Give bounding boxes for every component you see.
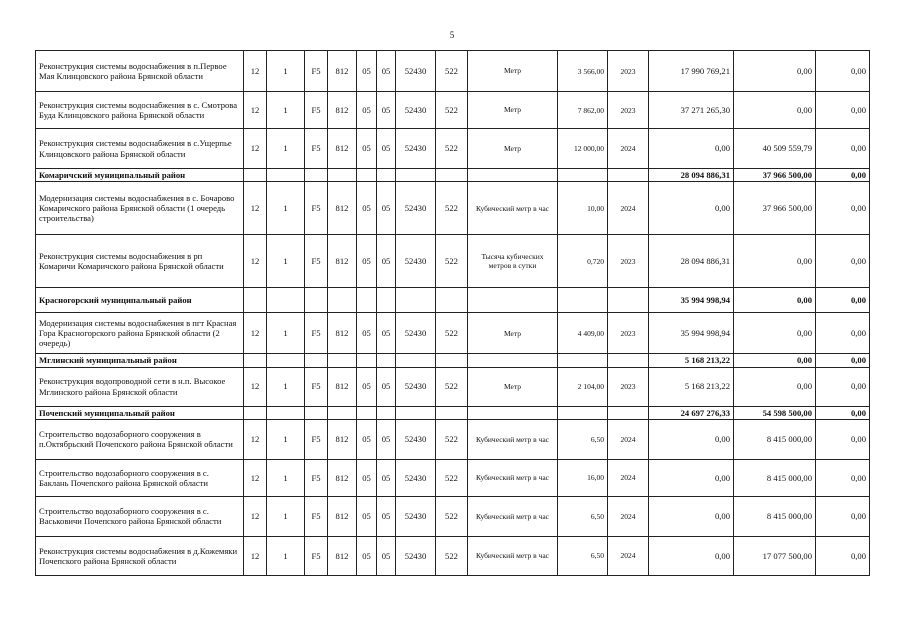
table-row xyxy=(36,129,870,169)
code-cell: F5 xyxy=(305,419,328,459)
table-row xyxy=(36,419,870,459)
unit-cell: Метр xyxy=(468,51,558,92)
project-name: Модернизация системы водоснабжения в пгт Красная Гора Красногорского района Брянской области (2 очередь) xyxy=(36,313,244,354)
capacity-cell: 0,720 xyxy=(558,235,608,288)
district-row xyxy=(36,288,870,313)
code-cell: 12 xyxy=(244,459,267,496)
code-cell: 52430 xyxy=(396,419,436,459)
code-cell: 812 xyxy=(328,536,357,575)
budget-table xyxy=(35,50,870,576)
code-cell: 522 xyxy=(436,235,468,288)
amount-cell: 5 168 213,22 xyxy=(649,367,734,406)
year-cell: 2024 xyxy=(608,129,649,169)
code-cell: 52430 xyxy=(396,129,436,169)
code-cell: 52430 xyxy=(396,367,436,406)
unit-cell: Кубический метр в час xyxy=(468,496,558,536)
code-cell: 1 xyxy=(267,496,305,536)
unit-cell: Кубический метр в час xyxy=(468,459,558,496)
district-total: 0,00 xyxy=(816,406,870,419)
amount-cell: 0,00 xyxy=(734,92,816,129)
code-cell: F5 xyxy=(305,129,328,169)
code-cell: 05 xyxy=(377,367,396,406)
amount-cell: 0,00 xyxy=(649,496,734,536)
code-cell: 05 xyxy=(377,536,396,575)
code-cell: 05 xyxy=(357,419,377,459)
unit-cell: Кубический метр в час xyxy=(468,182,558,235)
code-cell: 05 xyxy=(357,536,377,575)
code-cell: F5 xyxy=(305,496,328,536)
code-cell: 812 xyxy=(328,92,357,129)
code-cell: F5 xyxy=(305,459,328,496)
code-cell: 05 xyxy=(377,182,396,235)
amount-cell: 0,00 xyxy=(816,313,870,354)
code-cell: 522 xyxy=(436,367,468,406)
capacity-cell: 7 862,00 xyxy=(558,92,608,129)
code-cell: 1 xyxy=(267,182,305,235)
capacity-cell: 10,00 xyxy=(558,182,608,235)
code-cell: 1 xyxy=(267,129,305,169)
amount-cell: 0,00 xyxy=(816,419,870,459)
district-name: Мглинский муниципальный район xyxy=(36,354,244,367)
project-name: Модернизация системы водоснабжения в с. Бочарово Комаричского района Брянской области (1 очередь строительства) xyxy=(36,182,244,235)
table-row xyxy=(36,182,870,235)
amount-cell: 0,00 xyxy=(734,235,816,288)
amount-cell: 0,00 xyxy=(816,182,870,235)
year-cell: 2024 xyxy=(608,459,649,496)
project-name: Реконструкция системы водоснабжения в д.Кожемяки Почепского района Брянской области xyxy=(36,536,244,575)
project-name: Строительство водозаборного сооружения в п.Октябрьский Почепского района Брянской области xyxy=(36,419,244,459)
code-cell: 05 xyxy=(377,419,396,459)
code-cell: 12 xyxy=(244,367,267,406)
code-cell: 12 xyxy=(244,235,267,288)
code-cell: 05 xyxy=(377,92,396,129)
code-cell: 52430 xyxy=(396,92,436,129)
project-name: Реконструкция водопроводной сети в н.п. Высокое Мглинского района Брянской области xyxy=(36,367,244,406)
table-row xyxy=(36,496,870,536)
district-total: 5 168 213,22 xyxy=(649,354,734,367)
code-cell: 1 xyxy=(267,51,305,92)
code-cell: 05 xyxy=(377,459,396,496)
amount-cell: 0,00 xyxy=(649,536,734,575)
code-cell: 05 xyxy=(357,496,377,536)
capacity-cell: 2 104,00 xyxy=(558,367,608,406)
code-cell: 522 xyxy=(436,313,468,354)
amount-cell: 28 094 886,31 xyxy=(649,235,734,288)
code-cell: F5 xyxy=(305,182,328,235)
project-name: Реконструкция системы водоснабжения в с. Смотрова Буда Клинцовского района Брянской области xyxy=(36,92,244,129)
code-cell: 52430 xyxy=(396,182,436,235)
amount-cell: 8 415 000,00 xyxy=(734,459,816,496)
project-name: Реконструкция системы водоснабжения в рп Комаричи Комаричского района Брянской области xyxy=(36,235,244,288)
district-row xyxy=(36,169,870,182)
code-cell: 52430 xyxy=(396,459,436,496)
code-cell: 522 xyxy=(436,419,468,459)
code-cell: 52430 xyxy=(396,313,436,354)
district-total: 28 094 886,31 xyxy=(649,169,734,182)
amount-cell: 8 415 000,00 xyxy=(734,496,816,536)
district-total: 35 994 998,94 xyxy=(649,288,734,313)
district-name: Красногорский муниципальный район xyxy=(36,288,244,313)
project-name: Реконструкция системы водоснабжения в п.Первое Мая Клинцовского района Брянской области xyxy=(36,51,244,92)
amount-cell: 0,00 xyxy=(816,459,870,496)
amount-cell: 0,00 xyxy=(816,92,870,129)
district-total: 24 697 276,33 xyxy=(649,406,734,419)
code-cell: 522 xyxy=(436,51,468,92)
amount-cell: 0,00 xyxy=(816,536,870,575)
code-cell: 1 xyxy=(267,419,305,459)
table-row xyxy=(36,459,870,496)
year-cell: 2024 xyxy=(608,182,649,235)
district-total: 37 966 500,00 xyxy=(734,169,816,182)
code-cell: 05 xyxy=(357,129,377,169)
amount-cell: 0,00 xyxy=(816,367,870,406)
code-cell: 522 xyxy=(436,129,468,169)
district-row xyxy=(36,354,870,367)
amount-cell: 0,00 xyxy=(816,496,870,536)
year-cell: 2024 xyxy=(608,536,649,575)
code-cell: 812 xyxy=(328,496,357,536)
code-cell: F5 xyxy=(305,235,328,288)
table-row xyxy=(36,536,870,575)
district-name: Комаричский муниципальный район xyxy=(36,169,244,182)
code-cell: 05 xyxy=(357,235,377,288)
code-cell: 52430 xyxy=(396,496,436,536)
amount-cell: 0,00 xyxy=(816,51,870,92)
district-total: 0,00 xyxy=(734,354,816,367)
code-cell: 812 xyxy=(328,129,357,169)
table-row xyxy=(36,92,870,129)
amount-cell: 0,00 xyxy=(734,313,816,354)
code-cell: 05 xyxy=(357,459,377,496)
code-cell: 05 xyxy=(357,313,377,354)
code-cell: F5 xyxy=(305,92,328,129)
amount-cell: 0,00 xyxy=(734,367,816,406)
unit-cell: Метр xyxy=(468,92,558,129)
code-cell: 812 xyxy=(328,367,357,406)
amount-cell: 35 994 998,94 xyxy=(649,313,734,354)
code-cell: 1 xyxy=(267,235,305,288)
unit-cell: Метр xyxy=(468,313,558,354)
amount-cell: 37 966 500,00 xyxy=(734,182,816,235)
code-cell: F5 xyxy=(305,536,328,575)
unit-cell: Метр xyxy=(468,129,558,169)
project-name: Реконструкция системы водоснабжения в с.Ущерпье Клинцовского района Брянской области xyxy=(36,129,244,169)
table-row xyxy=(36,367,870,406)
year-cell: 2023 xyxy=(608,92,649,129)
year-cell: 2024 xyxy=(608,419,649,459)
capacity-cell: 6,50 xyxy=(558,536,608,575)
code-cell: 05 xyxy=(377,496,396,536)
amount-cell: 0,00 xyxy=(816,235,870,288)
code-cell: 05 xyxy=(377,313,396,354)
code-cell: 1 xyxy=(267,313,305,354)
code-cell: 1 xyxy=(267,536,305,575)
code-cell: F5 xyxy=(305,51,328,92)
capacity-cell: 3 566,00 xyxy=(558,51,608,92)
capacity-cell: 6,50 xyxy=(558,419,608,459)
code-cell: 522 xyxy=(436,459,468,496)
code-cell: 522 xyxy=(436,92,468,129)
amount-cell: 8 415 000,00 xyxy=(734,419,816,459)
page-number: 5 xyxy=(449,30,455,40)
code-cell: 12 xyxy=(244,496,267,536)
amount-cell: 0,00 xyxy=(649,459,734,496)
code-cell: 05 xyxy=(357,367,377,406)
unit-cell: Метр xyxy=(468,367,558,406)
capacity-cell: 12 000,00 xyxy=(558,129,608,169)
code-cell: 812 xyxy=(328,51,357,92)
year-cell: 2023 xyxy=(608,51,649,92)
amount-cell: 17 077 500,00 xyxy=(734,536,816,575)
code-cell: 05 xyxy=(377,235,396,288)
code-cell: 812 xyxy=(328,313,357,354)
code-cell: 52430 xyxy=(396,51,436,92)
code-cell: 12 xyxy=(244,129,267,169)
amount-cell: 37 271 265,30 xyxy=(649,92,734,129)
code-cell: 12 xyxy=(244,419,267,459)
amount-cell: 17 990 769,21 xyxy=(649,51,734,92)
year-cell: 2023 xyxy=(608,313,649,354)
code-cell: F5 xyxy=(305,313,328,354)
code-cell: F5 xyxy=(305,367,328,406)
code-cell: 1 xyxy=(267,92,305,129)
amount-cell: 0,00 xyxy=(649,129,734,169)
amount-cell: 0,00 xyxy=(649,182,734,235)
year-cell: 2023 xyxy=(608,235,649,288)
code-cell: 52430 xyxy=(396,536,436,575)
capacity-cell: 6,50 xyxy=(558,496,608,536)
amount-cell: 40 509 559,79 xyxy=(734,129,816,169)
amount-cell: 0,00 xyxy=(816,129,870,169)
code-cell: 522 xyxy=(436,182,468,235)
district-row xyxy=(36,406,870,419)
code-cell: 05 xyxy=(357,182,377,235)
project-name: Строительство водозаборного сооружения в с. Васьковичи Почепского района Брянской области xyxy=(36,496,244,536)
code-cell: 1 xyxy=(267,459,305,496)
code-cell: 05 xyxy=(377,129,396,169)
code-cell: 522 xyxy=(436,496,468,536)
capacity-cell: 16,00 xyxy=(558,459,608,496)
district-total: 0,00 xyxy=(816,288,870,313)
code-cell: 12 xyxy=(244,536,267,575)
unit-cell: Кубический метр в час xyxy=(468,419,558,459)
district-name: Почепский муниципальный район xyxy=(36,406,244,419)
table-row xyxy=(36,51,870,92)
code-cell: 812 xyxy=(328,459,357,496)
district-total: 54 598 500,00 xyxy=(734,406,816,419)
code-cell: 52430 xyxy=(396,235,436,288)
table-row xyxy=(36,235,870,288)
code-cell: 812 xyxy=(328,419,357,459)
project-name: Строительство водозаборного сооружения в с. Баклань Почепского района Брянской области xyxy=(36,459,244,496)
code-cell: 12 xyxy=(244,182,267,235)
code-cell: 12 xyxy=(244,51,267,92)
table-row xyxy=(36,313,870,354)
unit-cell: Кубический метр в час xyxy=(468,536,558,575)
amount-cell: 0,00 xyxy=(734,51,816,92)
year-cell: 2023 xyxy=(608,367,649,406)
capacity-cell: 4 409,00 xyxy=(558,313,608,354)
district-total: 0,00 xyxy=(816,169,870,182)
code-cell: 05 xyxy=(357,92,377,129)
code-cell: 12 xyxy=(244,92,267,129)
code-cell: 812 xyxy=(328,235,357,288)
district-total: 0,00 xyxy=(816,354,870,367)
code-cell: 05 xyxy=(357,51,377,92)
unit-cell: Тысяча кубических метров в сутки xyxy=(468,235,558,288)
code-cell: 812 xyxy=(328,182,357,235)
district-total: 0,00 xyxy=(734,288,816,313)
amount-cell: 0,00 xyxy=(649,419,734,459)
code-cell: 12 xyxy=(244,313,267,354)
code-cell: 522 xyxy=(436,536,468,575)
code-cell: 05 xyxy=(377,51,396,92)
year-cell: 2024 xyxy=(608,496,649,536)
code-cell: 1 xyxy=(267,367,305,406)
